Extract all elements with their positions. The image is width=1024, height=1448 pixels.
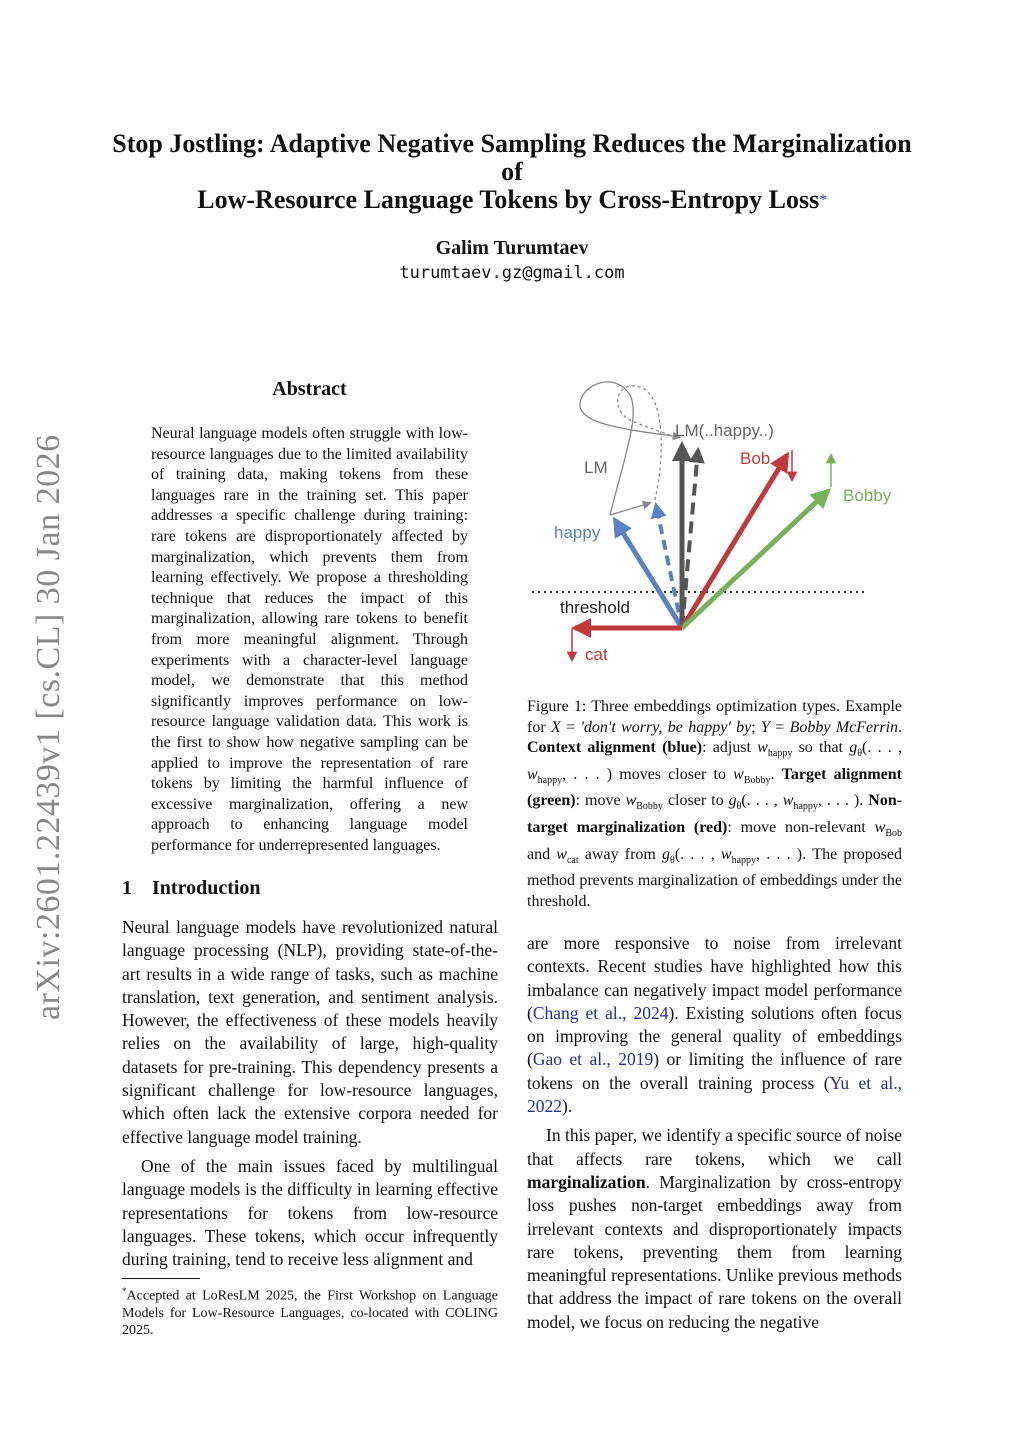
caption-sub-happy: happy [731, 854, 757, 866]
caption-period: . [770, 765, 775, 783]
section-number: 1 [122, 877, 132, 899]
bold-term: marginalization [527, 1171, 646, 1192]
caption-args-open: (. . . , [741, 792, 783, 810]
text-span: are more responsive to noise from irrelevant contexts. Recent studies have highlighted how this imbalance can negatively impact model performance ( [527, 933, 902, 1023]
caption-x-var: X [551, 718, 561, 736]
caption-eq: = [769, 718, 790, 736]
caption-period: . [859, 792, 864, 810]
caption-g: g [849, 739, 858, 756]
title-footnote-mark[interactable]: * [819, 192, 827, 208]
figure-1-diagram [520, 375, 910, 675]
caption-nontarget-label: Non-target marginalization (red) [527, 792, 903, 837]
author-email: turumtaev.gz@gmail.com [399, 263, 625, 283]
caption-text: : move [575, 792, 626, 810]
caption-w: w [556, 845, 567, 863]
caption-sub-bob: Bob [885, 828, 903, 840]
caption-context-label: Context alignment (blue) [527, 739, 703, 756]
caption-sub-cat: cat [566, 854, 579, 866]
label-lm: LM [584, 458, 608, 477]
caption-and: and [527, 845, 557, 863]
caption-args-open: (. . . , [862, 739, 903, 756]
caption-text: closer to [662, 792, 729, 810]
figure-1-caption [527, 697, 902, 912]
caption-w: w [733, 765, 744, 783]
caption-sub-happy: happy [793, 801, 818, 813]
footnote [122, 1283, 498, 1339]
caption-text: so that [792, 739, 850, 756]
label-lm-happy: LM(..happy..) [675, 421, 774, 440]
caption-g: g [728, 792, 737, 810]
text-span: In this paper, we identify a specific source of noise that affects rare tokens, which we call [527, 1125, 902, 1169]
caption-x-value: 'don't worry, be happy' by [580, 718, 752, 736]
caption-g: g [662, 845, 671, 863]
paper-title [100, 130, 924, 214]
caption-w: w [527, 765, 538, 783]
caption-target-label: Target alignment (green) [527, 765, 903, 810]
text-span: . Marginalization by cross-entropy loss pushes non-target embeddings away from irrelevant contexts and disproportionately impacts rare tokens, preventing them from learning meaningful representations. Unlike previous methods that address the impact of rare tokens on the overall model, we focus on reducing the negative [527, 1171, 902, 1332]
caption-text: The proposed method prevents marginalization of embeddings under the threshold. [527, 845, 903, 910]
caption-w: w [625, 792, 637, 810]
caption-sub-bobby: Bobby [743, 774, 771, 786]
abstract-text: Neural language models often struggle with low-resource languages due to the limited availability of training data, making tokens from these languages rare in the training set. This paper addresses a specific challenge during training: rare tokens are disproportionately affected by marginalization, which prevents them from learning effectively. We propose a thresholding technique that reduces the impact of this marginalization, allowing rare tokens to benefit from more meaningful alignment. Through experiments with a character-level language model, we demonstrate that this method significantly improves performance on low-resource language validation data. This work is the first to show how negative sampling can be applied to improve the representation of rare tokens by limiting the harmful influence of excessive marginalization, offering a new approach to enhancing language model performance for underrepresented languages. [151, 425, 468, 854]
arxiv-identifier: arXiv:2601.22439v1 [cs.CL] 30 Jan 2026 [30, 434, 67, 1020]
caption-text: away from [578, 845, 663, 863]
caption-args-close: , . . . ) [562, 765, 613, 783]
caption-text: : move non-relevant [727, 819, 875, 837]
right-paragraph-2 [527, 1124, 902, 1334]
section-heading [122, 877, 261, 900]
caption-sub-happy: happy [767, 748, 793, 760]
section-title: Introduction [152, 877, 261, 899]
title-line-2 [100, 186, 924, 214]
caption-w: w [874, 819, 886, 837]
label-bobby: Bobby [843, 486, 892, 505]
lm-curve [580, 382, 680, 515]
caption-period: . [802, 845, 807, 863]
intro-right-column [527, 932, 902, 1334]
caption-args-close: , . . . ) [756, 845, 803, 863]
label-cat: cat [585, 645, 608, 664]
caption-eq: = [560, 718, 581, 736]
caption-y-value: Bobby McFerrin [789, 718, 899, 736]
caption-text: : adjust [702, 739, 758, 756]
caption-dot: . [898, 718, 903, 736]
label-bob: Bob [740, 449, 771, 468]
lm-dashed-curve [618, 386, 675, 500]
citation-link[interactable]: Yu et al., 2022 [527, 1072, 902, 1117]
intro-paragraph-1: Neural language models have revolutionized natural language processing (NLP), providing state-of-the-art results in a wide range of tasks, such as machine translation, text generation, and sentiment analysis. However, the effectiveness of these models heavily relies on the availability of large, high-quality datasets for pre-training. This dependency presents a significant challenge for low-resource languages, which often lack the extensive corpora needed for effective language model training. [122, 917, 498, 1147]
caption-args-open: (. . . , [674, 845, 721, 863]
caption-sub-happy: happy [537, 774, 563, 786]
caption-args-close: , . . . ) [817, 792, 860, 810]
caption-w: w [757, 739, 768, 756]
abstract-heading: Abstract [272, 378, 347, 400]
text-span: ). Existing solutions often focus on improving the general quality of embeddings ( [527, 1002, 902, 1070]
caption-sub-bobby: Bobby [636, 801, 663, 813]
happy-shift-arrow [610, 503, 650, 515]
citation-link[interactable]: Chang et al., 2024 [532, 1002, 669, 1023]
text-span: ). [562, 1096, 573, 1117]
citation-link[interactable]: Gao et al., 2019 [532, 1049, 654, 1070]
caption-w: w [782, 792, 794, 810]
intro-paragraph-2: One of the main issues faced by multilingual language models is the difficulty in learning effective representations for tokens from low-resource languages. These tokens, which occur infrequently during training, tend to receive less alignment and [122, 1155, 498, 1270]
caption-lead: Figure 1: Three embeddings optimization types. Example for [527, 698, 902, 736]
title-line-1: Stop Jostling: Adaptive Negative Sampling Reduces the Marginalization of [112, 129, 912, 186]
footnote-text: Accepted at LoResLM 2025, the First Workshop on Language Models for Low-Resource Languages, co-located with COLING 2025. [122, 1288, 498, 1338]
label-happy: happy [554, 523, 601, 542]
text-span: ) or limiting the influence of rare tokens on the overall training process ( [527, 1049, 902, 1093]
caption-y-var: Y [761, 718, 770, 736]
footnote-rule [122, 1278, 200, 1279]
caption-sep: ; [751, 718, 761, 736]
title-line-2-text: Low-Resource Language Tokens by Cross-Entropy Loss [197, 185, 820, 214]
caption-sub-theta: θ [736, 801, 742, 813]
intro-left-column [122, 916, 498, 1271]
author-name: Galim Turumtaev [435, 237, 589, 259]
caption-w: w [720, 845, 732, 863]
caption-sub-theta: θ [857, 748, 863, 760]
footnote-mark: * [122, 1286, 127, 1296]
right-paragraph-1 [527, 932, 902, 1118]
caption-text: moves closer to [612, 765, 734, 783]
caption-sub-theta: θ [670, 854, 675, 866]
label-threshold: threshold [560, 598, 630, 617]
